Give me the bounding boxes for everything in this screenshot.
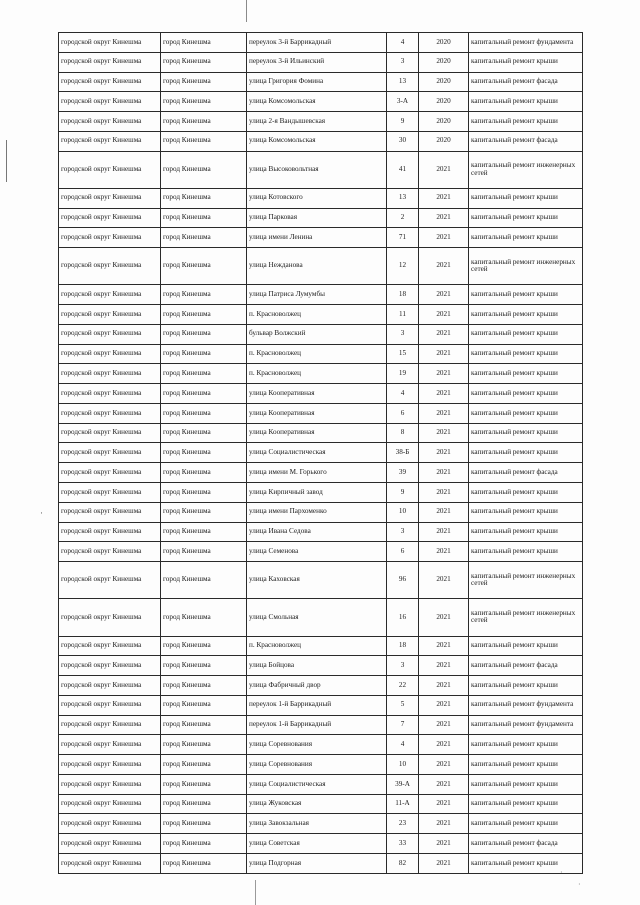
year-cell: 2021	[419, 188, 469, 208]
work-type-cell: капитальный ремонт крыши	[469, 542, 583, 562]
street-cell: улица Фабричный двор	[247, 676, 387, 696]
work-type-cell: капитальный ремонт крыши	[469, 522, 583, 542]
house-number-cell: 13	[387, 188, 419, 208]
municipality-cell: городской округ Кинешма	[59, 228, 161, 248]
house-number-cell: 9	[387, 483, 419, 503]
year-cell: 2021	[419, 794, 469, 814]
year-cell: 2021	[419, 248, 469, 285]
city-cell: город Кинешма	[161, 248, 247, 285]
municipality-cell: городской округ Кинешма	[59, 814, 161, 834]
city-cell: город Кинешма	[161, 834, 247, 854]
work-type-cell: капитальный ремонт крыши	[469, 305, 583, 325]
municipality-cell: городской округ Кинешма	[59, 112, 161, 132]
table-row	[59, 285, 583, 305]
street-cell: улица Социалистическая	[247, 443, 387, 463]
work-type-cell: капитальный ремонт инженерных сетей	[469, 599, 583, 636]
street-cell: улица Комсомольская	[247, 131, 387, 151]
house-number-cell: 6	[387, 542, 419, 562]
city-cell: город Кинешма	[161, 72, 247, 92]
table-row	[59, 542, 583, 562]
city-cell: город Кинешма	[161, 33, 247, 53]
house-number-cell: 19	[387, 364, 419, 384]
municipality-cell: городской округ Кинешма	[59, 463, 161, 483]
city-cell: город Кинешма	[161, 853, 247, 873]
house-number-cell: 18	[387, 636, 419, 656]
municipality-cell: городской округ Кинешма	[59, 715, 161, 735]
municipality-cell: городской округ Кинешма	[59, 305, 161, 325]
city-cell: город Кинешма	[161, 522, 247, 542]
work-type-cell: капитальный ремонт фасада	[469, 834, 583, 854]
work-type-cell: капитальный ремонт фасада	[469, 72, 583, 92]
house-number-cell: 16	[387, 599, 419, 636]
year-cell: 2021	[419, 774, 469, 794]
house-number-cell: 23	[387, 814, 419, 834]
table-row	[59, 33, 583, 53]
city-cell: город Кинешма	[161, 112, 247, 132]
table-row	[59, 853, 583, 873]
street-cell: улица Каховская	[247, 562, 387, 599]
year-cell: 2021	[419, 656, 469, 676]
street-cell: улица Парковая	[247, 208, 387, 228]
municipality-cell: городской округ Кинешма	[59, 92, 161, 112]
street-cell: улица Завокзальная	[247, 814, 387, 834]
house-number-cell: 3	[387, 656, 419, 676]
table-row	[59, 443, 583, 463]
house-number-cell: 82	[387, 853, 419, 873]
repair-registry-table	[58, 32, 583, 874]
street-cell: бульвар Волжский	[247, 324, 387, 344]
city-cell: город Кинешма	[161, 403, 247, 423]
municipality-cell: городской округ Кинешма	[59, 794, 161, 814]
street-cell: улица Кооперативная	[247, 403, 387, 423]
year-cell: 2021	[419, 695, 469, 715]
city-cell: город Кинешма	[161, 755, 247, 775]
work-type-cell: капитальный ремонт крыши	[469, 403, 583, 423]
year-cell: 2021	[419, 384, 469, 404]
street-cell: переулок 3-й Баррикадный	[247, 33, 387, 53]
municipality-cell: городской округ Кинешма	[59, 364, 161, 384]
municipality-cell: городской округ Кинешма	[59, 656, 161, 676]
city-cell: город Кинешма	[161, 483, 247, 503]
scan-speck: ·	[560, 868, 563, 877]
street-cell: переулок 3-й Ильинский	[247, 52, 387, 72]
house-number-cell: 4	[387, 384, 419, 404]
house-number-cell: 10	[387, 755, 419, 775]
year-cell: 2021	[419, 228, 469, 248]
house-number-cell: 11	[387, 305, 419, 325]
work-type-cell: капитальный ремонт инженерных сетей	[469, 248, 583, 285]
table-row	[59, 774, 583, 794]
work-type-cell: капитальный ремонт фундамента	[469, 715, 583, 735]
house-number-cell: 13	[387, 72, 419, 92]
municipality-cell: городской округ Кинешма	[59, 33, 161, 53]
city-cell: город Кинешма	[161, 188, 247, 208]
table-row	[59, 483, 583, 503]
year-cell: 2021	[419, 715, 469, 735]
street-cell: переулок 1-й Баррикадный	[247, 695, 387, 715]
street-cell: улица Соревнования	[247, 755, 387, 775]
house-number-cell: 3	[387, 522, 419, 542]
street-cell: улица Котовского	[247, 188, 387, 208]
house-number-cell: 12	[387, 248, 419, 285]
work-type-cell: капитальный ремонт крыши	[469, 774, 583, 794]
table-row	[59, 131, 583, 151]
work-type-cell: капитальный ремонт крыши	[469, 794, 583, 814]
work-type-cell: капитальный ремонт крыши	[469, 755, 583, 775]
table-row	[59, 188, 583, 208]
scan-fold-mark-bottom	[255, 880, 256, 905]
municipality-cell: городской округ Кинешма	[59, 599, 161, 636]
year-cell: 2021	[419, 443, 469, 463]
house-number-cell: 18	[387, 285, 419, 305]
municipality-cell: городской округ Кинешма	[59, 151, 161, 188]
municipality-cell: городской округ Кинешма	[59, 735, 161, 755]
year-cell: 2020	[419, 33, 469, 53]
house-number-cell: 9	[387, 112, 419, 132]
year-cell: 2021	[419, 502, 469, 522]
table-row	[59, 463, 583, 483]
street-cell: улица Григория Фомина	[247, 72, 387, 92]
house-number-cell: 8	[387, 423, 419, 443]
work-type-cell: капитальный ремонт крыши	[469, 483, 583, 503]
municipality-cell: городской округ Кинешма	[59, 423, 161, 443]
street-cell: улица 2-я Вандышевская	[247, 112, 387, 132]
house-number-cell: 5	[387, 695, 419, 715]
work-type-cell: капитальный ремонт крыши	[469, 384, 583, 404]
city-cell: город Кинешма	[161, 463, 247, 483]
table-row	[59, 151, 583, 188]
house-number-cell: 33	[387, 834, 419, 854]
city-cell: город Кинешма	[161, 324, 247, 344]
city-cell: город Кинешма	[161, 151, 247, 188]
municipality-cell: городской округ Кинешма	[59, 248, 161, 285]
year-cell: 2020	[419, 131, 469, 151]
street-cell: улица Социалистическая	[247, 774, 387, 794]
table-row	[59, 364, 583, 384]
house-number-cell: 30	[387, 131, 419, 151]
street-cell: улица Кооперативная	[247, 384, 387, 404]
work-type-cell: капитальный ремонт крыши	[469, 423, 583, 443]
table-row	[59, 599, 583, 636]
city-cell: город Кинешма	[161, 599, 247, 636]
house-number-cell: 3	[387, 52, 419, 72]
municipality-cell: городской округ Кинешма	[59, 676, 161, 696]
year-cell: 2021	[419, 463, 469, 483]
municipality-cell: городской округ Кинешма	[59, 502, 161, 522]
city-cell: город Кинешма	[161, 715, 247, 735]
year-cell: 2021	[419, 403, 469, 423]
margin-speck: ·	[40, 508, 43, 518]
work-type-cell: капитальный ремонт крыши	[469, 853, 583, 873]
year-cell: 2021	[419, 599, 469, 636]
city-cell: город Кинешма	[161, 52, 247, 72]
street-cell: п. Красноволжец	[247, 364, 387, 384]
year-cell: 2021	[419, 522, 469, 542]
street-cell: улица Кооперативная	[247, 423, 387, 443]
work-type-cell: капитальный ремонт фасада	[469, 463, 583, 483]
year-cell: 2021	[419, 151, 469, 188]
house-number-cell: 38-Б	[387, 443, 419, 463]
work-type-cell: капитальный ремонт крыши	[469, 443, 583, 463]
house-number-cell: 71	[387, 228, 419, 248]
year-cell: 2021	[419, 853, 469, 873]
municipality-cell: городской округ Кинешма	[59, 483, 161, 503]
house-number-cell: 7	[387, 715, 419, 735]
house-number-cell: 3-А	[387, 92, 419, 112]
table-row	[59, 715, 583, 735]
city-cell: город Кинешма	[161, 131, 247, 151]
year-cell: 2021	[419, 483, 469, 503]
city-cell: город Кинешма	[161, 636, 247, 656]
street-cell: улица Кирпичный завод	[247, 483, 387, 503]
house-number-cell: 39	[387, 463, 419, 483]
municipality-cell: городской округ Кинешма	[59, 72, 161, 92]
table-row	[59, 755, 583, 775]
work-type-cell: капитальный ремонт фундамента	[469, 33, 583, 53]
year-cell: 2021	[419, 735, 469, 755]
year-cell: 2021	[419, 755, 469, 775]
table-row	[59, 834, 583, 854]
city-cell: город Кинешма	[161, 656, 247, 676]
municipality-cell: городской округ Кинешма	[59, 834, 161, 854]
work-type-cell: капитальный ремонт крыши	[469, 228, 583, 248]
house-number-cell: 11-А	[387, 794, 419, 814]
house-number-cell: 3	[387, 324, 419, 344]
work-type-cell: капитальный ремонт крыши	[469, 112, 583, 132]
year-cell: 2021	[419, 814, 469, 834]
city-cell: город Кинешма	[161, 384, 247, 404]
year-cell: 2020	[419, 112, 469, 132]
city-cell: город Кинешма	[161, 305, 247, 325]
year-cell: 2021	[419, 636, 469, 656]
city-cell: город Кинешма	[161, 443, 247, 463]
year-cell: 2021	[419, 562, 469, 599]
city-cell: город Кинешма	[161, 502, 247, 522]
city-cell: город Кинешма	[161, 735, 247, 755]
city-cell: город Кинешма	[161, 562, 247, 599]
year-cell: 2020	[419, 92, 469, 112]
work-type-cell: капитальный ремонт фасада	[469, 656, 583, 676]
municipality-cell: городской округ Кинешма	[59, 188, 161, 208]
municipality-cell: городской округ Кинешма	[59, 522, 161, 542]
work-type-cell: капитальный ремонт крыши	[469, 814, 583, 834]
house-number-cell: 4	[387, 735, 419, 755]
house-number-cell: 15	[387, 344, 419, 364]
municipality-cell: городской округ Кинешма	[59, 131, 161, 151]
table-row	[59, 403, 583, 423]
city-cell: город Кинешма	[161, 542, 247, 562]
table-row	[59, 794, 583, 814]
city-cell: город Кинешма	[161, 285, 247, 305]
city-cell: город Кинешма	[161, 814, 247, 834]
municipality-cell: городской округ Кинешма	[59, 403, 161, 423]
year-cell: 2021	[419, 208, 469, 228]
work-type-cell: капитальный ремонт фасада	[469, 131, 583, 151]
table-row	[59, 305, 583, 325]
table-row	[59, 695, 583, 715]
city-cell: город Кинешма	[161, 228, 247, 248]
table-row	[59, 112, 583, 132]
work-type-cell: капитальный ремонт крыши	[469, 52, 583, 72]
work-type-cell: капитальный ремонт крыши	[469, 92, 583, 112]
city-cell: город Кинешма	[161, 423, 247, 443]
street-cell: улица Советская	[247, 834, 387, 854]
table-row	[59, 52, 583, 72]
house-number-cell: 22	[387, 676, 419, 696]
work-type-cell: капитальный ремонт крыши	[469, 364, 583, 384]
year-cell: 2021	[419, 834, 469, 854]
year-cell: 2021	[419, 324, 469, 344]
house-number-cell: 96	[387, 562, 419, 599]
city-cell: город Кинешма	[161, 364, 247, 384]
municipality-cell: городской округ Кинешма	[59, 324, 161, 344]
street-cell: улица имени Ленина	[247, 228, 387, 248]
year-cell: 2021	[419, 305, 469, 325]
work-type-cell: капитальный ремонт крыши	[469, 344, 583, 364]
table-row	[59, 92, 583, 112]
municipality-cell: городской округ Кинешма	[59, 384, 161, 404]
scan-fold-mark	[246, 0, 247, 22]
house-number-cell: 41	[387, 151, 419, 188]
municipality-cell: городской округ Кинешма	[59, 542, 161, 562]
municipality-cell: городской округ Кинешма	[59, 562, 161, 599]
table-row	[59, 208, 583, 228]
municipality-cell: городской округ Кинешма	[59, 774, 161, 794]
city-cell: город Кинешма	[161, 695, 247, 715]
work-type-cell: капитальный ремонт крыши	[469, 676, 583, 696]
street-cell: улица Жуковская	[247, 794, 387, 814]
street-cell: п. Красноволжец	[247, 305, 387, 325]
year-cell: 2021	[419, 364, 469, 384]
year-cell: 2021	[419, 285, 469, 305]
table-row	[59, 72, 583, 92]
table-row	[59, 636, 583, 656]
house-number-cell: 2	[387, 208, 419, 228]
municipality-cell: городской округ Кинешма	[59, 695, 161, 715]
work-type-cell: капитальный ремонт инженерных сетей	[469, 562, 583, 599]
scan-speck: ·	[578, 880, 581, 889]
street-cell: улица Соревнования	[247, 735, 387, 755]
year-cell: 2021	[419, 676, 469, 696]
street-cell: улица Патриса Лумумбы	[247, 285, 387, 305]
work-type-cell: капитальный ремонт крыши	[469, 324, 583, 344]
city-cell: город Кинешма	[161, 208, 247, 228]
street-cell: улица Подгорная	[247, 853, 387, 873]
street-cell: улица имени Пархоменко	[247, 502, 387, 522]
municipality-cell: городской округ Кинешма	[59, 443, 161, 463]
table-row	[59, 248, 583, 285]
house-number-cell: 6	[387, 403, 419, 423]
table-row	[59, 502, 583, 522]
city-cell: город Кинешма	[161, 774, 247, 794]
municipality-cell: городской округ Кинешма	[59, 208, 161, 228]
municipality-cell: городской округ Кинешма	[59, 636, 161, 656]
city-cell: город Кинешма	[161, 92, 247, 112]
year-cell: 2021	[419, 344, 469, 364]
street-cell: переулок 1-й Баррикадный	[247, 715, 387, 735]
street-cell: улица Комсомольская	[247, 92, 387, 112]
table-row	[59, 735, 583, 755]
table-row	[59, 423, 583, 443]
table-row	[59, 384, 583, 404]
municipality-cell: городской округ Кинешма	[59, 755, 161, 775]
municipality-cell: городской округ Кинешма	[59, 52, 161, 72]
table-row	[59, 344, 583, 364]
city-cell: город Кинешма	[161, 794, 247, 814]
municipality-cell: городской округ Кинешма	[59, 285, 161, 305]
street-cell: улица Бойцова	[247, 656, 387, 676]
street-cell: улица Ивана Седова	[247, 522, 387, 542]
year-cell: 2021	[419, 423, 469, 443]
year-cell: 2020	[419, 52, 469, 72]
year-cell: 2021	[419, 542, 469, 562]
table-row	[59, 324, 583, 344]
street-cell: п. Красноволжец	[247, 344, 387, 364]
house-number-cell: 10	[387, 502, 419, 522]
municipality-cell: городской округ Кинешма	[59, 344, 161, 364]
work-type-cell: капитальный ремонт крыши	[469, 285, 583, 305]
table-row	[59, 676, 583, 696]
city-cell: город Кинешма	[161, 676, 247, 696]
street-cell: улица имени М. Горького	[247, 463, 387, 483]
street-cell: улица Смольная	[247, 599, 387, 636]
table-row	[59, 656, 583, 676]
registry-table-body	[59, 33, 583, 874]
work-type-cell: капитальный ремонт фундамента	[469, 695, 583, 715]
table-row	[59, 522, 583, 542]
table-row	[59, 814, 583, 834]
work-type-cell: капитальный ремонт крыши	[469, 735, 583, 755]
year-cell: 2020	[419, 72, 469, 92]
house-number-cell: 4	[387, 33, 419, 53]
street-cell: улица Высоковольтная	[247, 151, 387, 188]
work-type-cell: капитальный ремонт крыши	[469, 208, 583, 228]
street-cell: улица Нежданова	[247, 248, 387, 285]
work-type-cell: капитальный ремонт инженерных сетей	[469, 151, 583, 188]
table-row	[59, 228, 583, 248]
municipality-cell: городской округ Кинешма	[59, 853, 161, 873]
city-cell: город Кинешма	[161, 344, 247, 364]
work-type-cell: капитальный ремонт крыши	[469, 188, 583, 208]
margin-mark	[6, 140, 7, 182]
work-type-cell: капитальный ремонт крыши	[469, 636, 583, 656]
house-number-cell: 39-А	[387, 774, 419, 794]
street-cell: п. Красноволжец	[247, 636, 387, 656]
street-cell: улица Семенова	[247, 542, 387, 562]
work-type-cell: капитальный ремонт крыши	[469, 502, 583, 522]
table-row	[59, 562, 583, 599]
